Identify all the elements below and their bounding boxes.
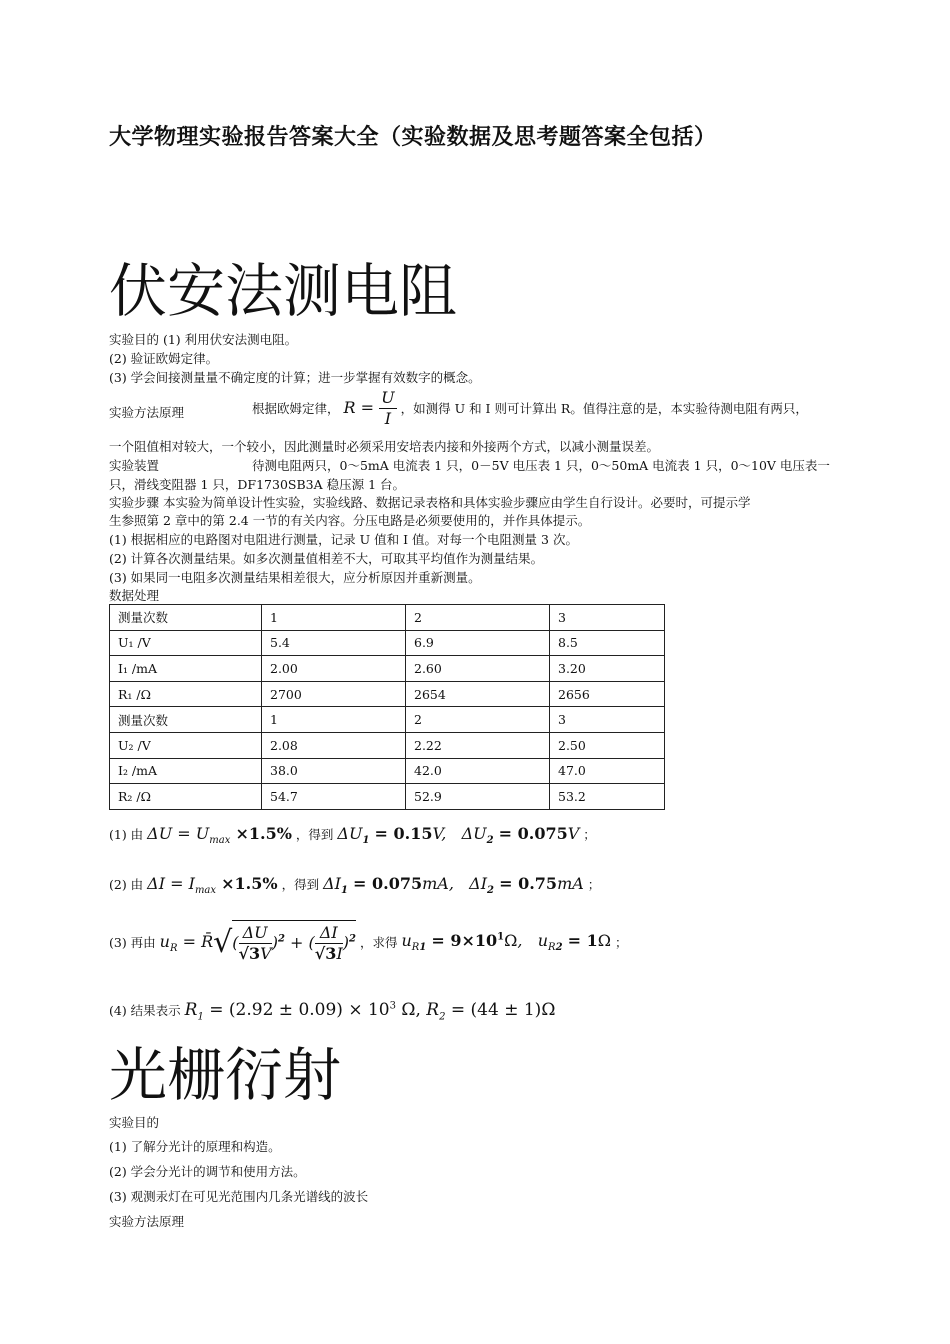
formula-4-result: $R_1 = (2.92 \pm 0.09) \times 10^3$ Ω, $R_2 = (44 \pm 1)\Omega$ [184, 1000, 556, 1023]
table-row-header-cell: U₁ /V [110, 630, 262, 656]
grating-purpose-1: (1) 了解分光计的原理和构造。 [109, 1139, 281, 1154]
method-principle-line [252, 388, 808, 429]
purpose-line-1: 实验目的 (1) 利用伏安法测电阻。 [109, 332, 298, 347]
table-row [110, 630, 665, 656]
apparatus-text-1: 待测电阻两只，0～5mA 电流表 1 只，0－5V 电压表 1 只，0～50mA 电流表 1 只，0～10V 电压表一 [252, 458, 830, 473]
formula-3-end: ； [615, 935, 628, 950]
purpose-line-3: (3) 学会间接测量量不确定度的计算；进一步掌握有效数字的概念。 [109, 370, 481, 385]
steps-line-1: 实验步骤 本实验为简单设计性实验，实验线路、数据记录表格和具体实验步骤应由学生自行设计。必要时，可提示学 [109, 495, 751, 510]
method-label: 实验方法原理 [109, 405, 185, 420]
table-row [110, 784, 665, 810]
formula-4-prefix: (4) 结果表示 [109, 1003, 181, 1018]
formula-3-middle: ，求得 [359, 935, 398, 950]
grating-purpose-2: (2) 学会分光计的调节和使用方法。 [109, 1164, 306, 1179]
grating-purpose-3: (3) 观测汞灯在可见光范围内几条光谱线的波长 [109, 1189, 369, 1204]
formula-1-expr: $\Delta U = U_{max} \times 1.5\%$ [147, 824, 292, 847]
table-cell: 2.22 [406, 732, 550, 758]
apparatus-text-2: 只，滑线变阻器 1 只，DF1730SB3A 稳压源 1 台。 [109, 477, 406, 492]
table-row [110, 605, 665, 631]
table-row [110, 656, 665, 682]
table-cell: 3.20 [550, 656, 665, 682]
formula-1-middle: ，得到 [295, 827, 334, 842]
table-cell: 42.0 [406, 758, 550, 784]
table-cell: 2.00 [262, 656, 406, 682]
formula-1-end: ； [583, 827, 596, 842]
ohms-law-formula: R = $\frac{U}{I}$ [343, 388, 395, 428]
document-title: 大学物理实验报告答案大全（实验数据及思考题答案全包括） [109, 125, 717, 150]
table-cell: 1 [262, 605, 406, 631]
formula-1 [109, 824, 596, 846]
data-processing-label: 数据处理 [109, 588, 160, 603]
table-row-header-cell: R₁ /Ω [110, 681, 262, 707]
table-cell: 2656 [550, 681, 665, 707]
table-cell: 1 [262, 707, 406, 733]
formula-4 [109, 1000, 555, 1022]
table-cell: 2.08 [262, 732, 406, 758]
table-cell: 6.9 [406, 630, 550, 656]
table-cell: 2.60 [406, 656, 550, 682]
table-row [110, 758, 665, 784]
formula-2-end: ； [587, 877, 601, 892]
step-2: (2) 计算各次测量结果。如多次测量值相差不大，可取其平均值作为测量结果。 [109, 551, 544, 566]
table-cell: 2 [406, 605, 550, 631]
table-cell: 2654 [406, 681, 550, 707]
table-row [110, 707, 665, 733]
formula-1-result: $\Delta U_1 = 0.15V$, $\Delta U_2 = 0.075V$ [337, 824, 580, 847]
section-heading-grating: 光栅衍射 [109, 1041, 342, 1109]
step-1: (1) 根据相应的电路图对电阻进行测量，记录 U 值和 I 值。对每一个电阻测量 3 次。 [109, 532, 578, 547]
table-row-header-cell: I₁ /mA [110, 656, 262, 682]
apparatus-label: 实验装置 [109, 458, 160, 473]
table-row-header-cell: U₂ /V [110, 732, 262, 758]
table-cell: 47.0 [550, 758, 665, 784]
table-cell: 2700 [262, 681, 406, 707]
table-row-header-cell: 测量次数 [110, 707, 262, 733]
table-row-header-cell: I₂ /mA [110, 758, 262, 784]
table-cell: 3 [550, 605, 665, 631]
table-row [110, 732, 665, 758]
formula-2-result: $\Delta I_1 = 0.075mA$, $\Delta I_2 = 0.75mA$ [323, 874, 584, 897]
step-3: (3) 如果同一电阻多次测量结果相差很大，应分析原因并重新测量。 [109, 570, 481, 585]
section-heading-volt-ampere: 伏安法测电阻 [109, 257, 458, 325]
table-row [110, 681, 665, 707]
method-post-text: ，如测得 U 和 I 则可计算出 R。值得注意的是，本实验待测电阻有两只， [400, 401, 808, 416]
grating-method-label: 实验方法原理 [109, 1214, 185, 1229]
purpose-line-2: (2) 验证欧姆定律。 [109, 351, 219, 366]
method-continuation: 一个阻值相对较大，一个较小，因此测量时必须采用安培表内接和外接两个方式，以减小测量误差。 [109, 439, 660, 454]
grating-purpose-label: 实验目的 [109, 1115, 160, 1130]
measurement-table [109, 604, 665, 810]
table-row-header-cell: R₂ /Ω [110, 784, 262, 810]
formula-3-prefix: (3) 再由 [109, 935, 156, 950]
table-cell: 3 [550, 707, 665, 733]
formula-2-expr: $\Delta I = I_{max} \times 1.5\%$ [147, 874, 278, 897]
formula-2-middle: ，得到 [281, 877, 320, 892]
steps-line-2: 生参照第 2 章中的第 2.4 一节的有关内容。分压电路是必须要使用的，并作具体提示。 [109, 513, 591, 528]
formula-3-expr: $u_R$ = R̄√( $\frac{\Delta U}{√3V}$ )$^2$ + ( $\frac{\Delta I}{√3I}$ )$^2$ [160, 932, 356, 951]
formula-2 [109, 874, 600, 896]
table-cell: 52.9 [406, 784, 550, 810]
table-cell: 53.2 [550, 784, 665, 810]
table-row-header-cell: 测量次数 [110, 605, 262, 631]
method-pre-text: 根据欧姆定律， [252, 401, 340, 416]
formula-2-prefix: (2) 由 [109, 877, 144, 892]
table-cell: 8.5 [550, 630, 665, 656]
formula-3 [109, 920, 628, 964]
table-cell: 54.7 [262, 784, 406, 810]
table-cell: 2 [406, 707, 550, 733]
table-cell: 2.50 [550, 732, 665, 758]
formula-1-prefix: (1) 由 [109, 827, 144, 842]
table-cell: 38.0 [262, 758, 406, 784]
table-cell: 5.4 [262, 630, 406, 656]
formula-3-result: $u_{R1} = 9\times 10^1\Omega$, $u_{R2} = 1\Omega$ [401, 930, 612, 954]
